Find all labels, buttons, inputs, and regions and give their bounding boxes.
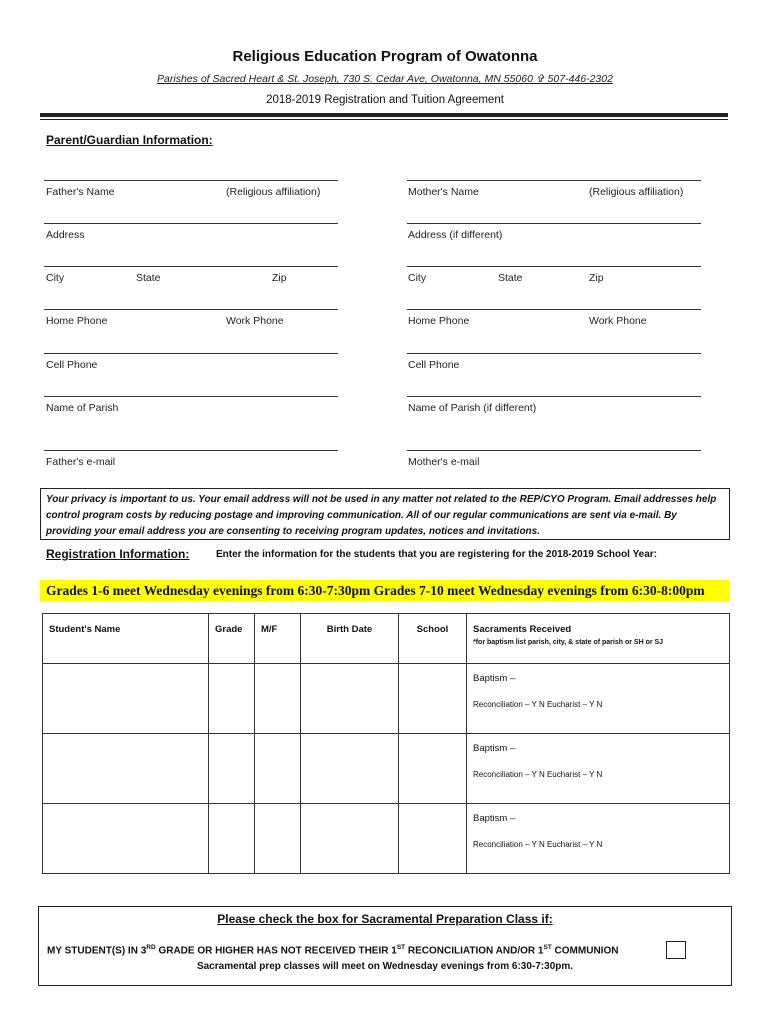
col-sacraments xyxy=(467,614,730,664)
mf-cell[interactable] xyxy=(255,804,301,874)
father-email-line[interactable] xyxy=(44,450,338,451)
mother-cell-label: Cell Phone xyxy=(408,359,460,371)
birth-date-cell[interactable] xyxy=(301,664,399,734)
father-parish-line[interactable] xyxy=(44,396,338,397)
mother-phone-line[interactable] xyxy=(407,309,701,310)
header-divider-thin xyxy=(40,119,728,120)
mother-parish-label: Name of Parish (if different) xyxy=(408,402,537,414)
header-divider-thick xyxy=(40,113,728,117)
sacramental-prep-box xyxy=(38,906,732,986)
prep-text-a: MY STUDENT(S) IN 3 xyxy=(47,945,147,957)
student-name-cell[interactable] xyxy=(43,804,209,874)
mf-cell[interactable] xyxy=(255,734,301,804)
sacraments-cell[interactable] xyxy=(467,734,730,804)
col-student-name: Student's Name xyxy=(43,614,209,664)
father-address-label: Address xyxy=(46,229,85,241)
table-row xyxy=(43,734,730,804)
col-sacraments-label: Sacraments Received xyxy=(473,624,572,635)
baptism-label: Baptism – xyxy=(473,743,516,754)
father-home-phone-label: Home Phone xyxy=(46,315,108,327)
mother-city-line[interactable] xyxy=(407,266,701,267)
father-city-label: City xyxy=(46,272,65,284)
mother-home-phone-label: Home Phone xyxy=(408,315,470,327)
father-phone-line[interactable] xyxy=(44,309,338,310)
prep-sup-st-1: ST xyxy=(396,944,406,951)
student-name-cell[interactable] xyxy=(43,734,209,804)
reconciliation-eucharist-label: Reconciliation – Y N Eucharist – Y N xyxy=(473,770,603,779)
father-affiliation-label: (Religious affiliation) xyxy=(226,186,321,198)
mother-affiliation-label: (Religious affiliation) xyxy=(589,186,684,198)
birth-date-cell[interactable] xyxy=(301,804,399,874)
father-work-phone-label: Work Phone xyxy=(226,315,284,327)
mother-email-label: Mother's e-mail xyxy=(408,456,480,468)
school-cell[interactable] xyxy=(399,664,467,734)
grade-cell[interactable] xyxy=(209,804,255,874)
sacraments-cell[interactable] xyxy=(467,804,730,874)
father-city-line[interactable] xyxy=(44,266,338,267)
prep-sup-st-2: ST xyxy=(543,944,552,951)
grades-schedule-banner: Grades 1-6 meet Wednesday evenings from 6:30-7:30pm Grades 7-10 meet Wednesday evenings from 6:30-8:00pm xyxy=(40,580,730,602)
table-row xyxy=(43,804,730,874)
reconciliation-eucharist-label: Reconciliation – Y N Eucharist – Y N xyxy=(473,840,603,849)
father-parish-label: Name of Parish xyxy=(46,402,119,414)
school-cell[interactable] xyxy=(399,734,467,804)
prep-class-checkbox[interactable] xyxy=(666,941,686,959)
col-birth-date: Birth Date xyxy=(301,614,399,664)
col-grade: Grade xyxy=(209,614,255,664)
parish-address: Parishes of Sacred Heart & St. Joseph, 730 S. Cedar Ave, Owatonna, MN 55060 ✞ 507-446-2302 xyxy=(157,73,613,85)
father-state-label: State xyxy=(136,272,161,284)
mother-address-label: Address (if different) xyxy=(408,229,503,241)
table-row xyxy=(43,664,730,734)
father-name-line[interactable] xyxy=(44,180,338,181)
baptism-label: Baptism – xyxy=(473,813,516,824)
parent-section-heading: Parent/Guardian Information: xyxy=(46,133,213,147)
registration-heading: Registration Information: xyxy=(46,547,190,561)
mf-cell[interactable] xyxy=(255,664,301,734)
prep-condition xyxy=(47,944,618,956)
mother-name-line[interactable] xyxy=(407,180,701,181)
grade-cell[interactable] xyxy=(209,734,255,804)
father-address-line[interactable] xyxy=(44,223,338,224)
father-cell-label: Cell Phone xyxy=(46,359,98,371)
grade-cell[interactable] xyxy=(209,664,255,734)
student-name-cell[interactable] xyxy=(43,664,209,734)
agreement-title: 2018-2019 Registration and Tuition Agreement xyxy=(266,94,504,106)
mother-work-phone-label: Work Phone xyxy=(589,315,647,327)
father-zip-label: Zip xyxy=(272,272,287,284)
prep-text-b: GRADE OR HIGHER HAS NOT RECEIVED THEIR 1 xyxy=(155,945,397,957)
prep-schedule-note: Sacramental prep classes will meet on Wednesday evenings from 6:30-7:30pm. xyxy=(196,961,574,972)
student-table xyxy=(42,613,730,874)
registration-note: Enter the information for the students that you are registering for the 2018-2019 School Year: xyxy=(216,549,658,560)
father-name-label: Father's Name xyxy=(46,186,115,198)
mother-name-label: Mother's Name xyxy=(408,186,479,198)
col-sacraments-note: *for baptism list parish, city, & state of parish or SH or SJ xyxy=(473,639,664,646)
mother-email-line[interactable] xyxy=(407,450,701,451)
student-table-header xyxy=(43,614,730,664)
mother-state-label: State xyxy=(498,272,523,284)
prep-text-c: RECONCILIATION AND/OR 1 xyxy=(405,945,544,957)
mother-city-label: City xyxy=(408,272,427,284)
sacraments-cell[interactable] xyxy=(467,664,730,734)
form-title: Religious Education Program of Owatonna xyxy=(232,48,538,65)
reconciliation-eucharist-label: Reconciliation – Y N Eucharist – Y N xyxy=(473,700,603,709)
mother-zip-label: Zip xyxy=(589,272,604,284)
prep-text-d: COMMUNION xyxy=(551,945,619,957)
col-mf: M/F xyxy=(255,614,301,664)
prep-title: Please check the box for Sacramental Preparation Class if: xyxy=(217,912,553,926)
father-cell-line[interactable] xyxy=(44,353,338,354)
school-cell[interactable] xyxy=(399,804,467,874)
birth-date-cell[interactable] xyxy=(301,734,399,804)
mother-parish-line[interactable] xyxy=(407,396,701,397)
baptism-label: Baptism – xyxy=(473,673,516,684)
mother-cell-line[interactable] xyxy=(407,353,701,354)
col-school: School xyxy=(399,614,467,664)
mother-address-line[interactable] xyxy=(407,223,701,224)
father-email-label: Father's e-mail xyxy=(46,456,116,468)
privacy-notice: Your privacy is important to us. Your email address will not be used in any matter not related to the REP/CYO Program. Email addresses help control program costs by reducing postage and improving communication. All of our regular communications are sent via e-mail. By providing your email address you are consenting to receiving program updates, notices and invitations. xyxy=(40,488,730,540)
prep-sup-rd: RD xyxy=(146,944,156,951)
